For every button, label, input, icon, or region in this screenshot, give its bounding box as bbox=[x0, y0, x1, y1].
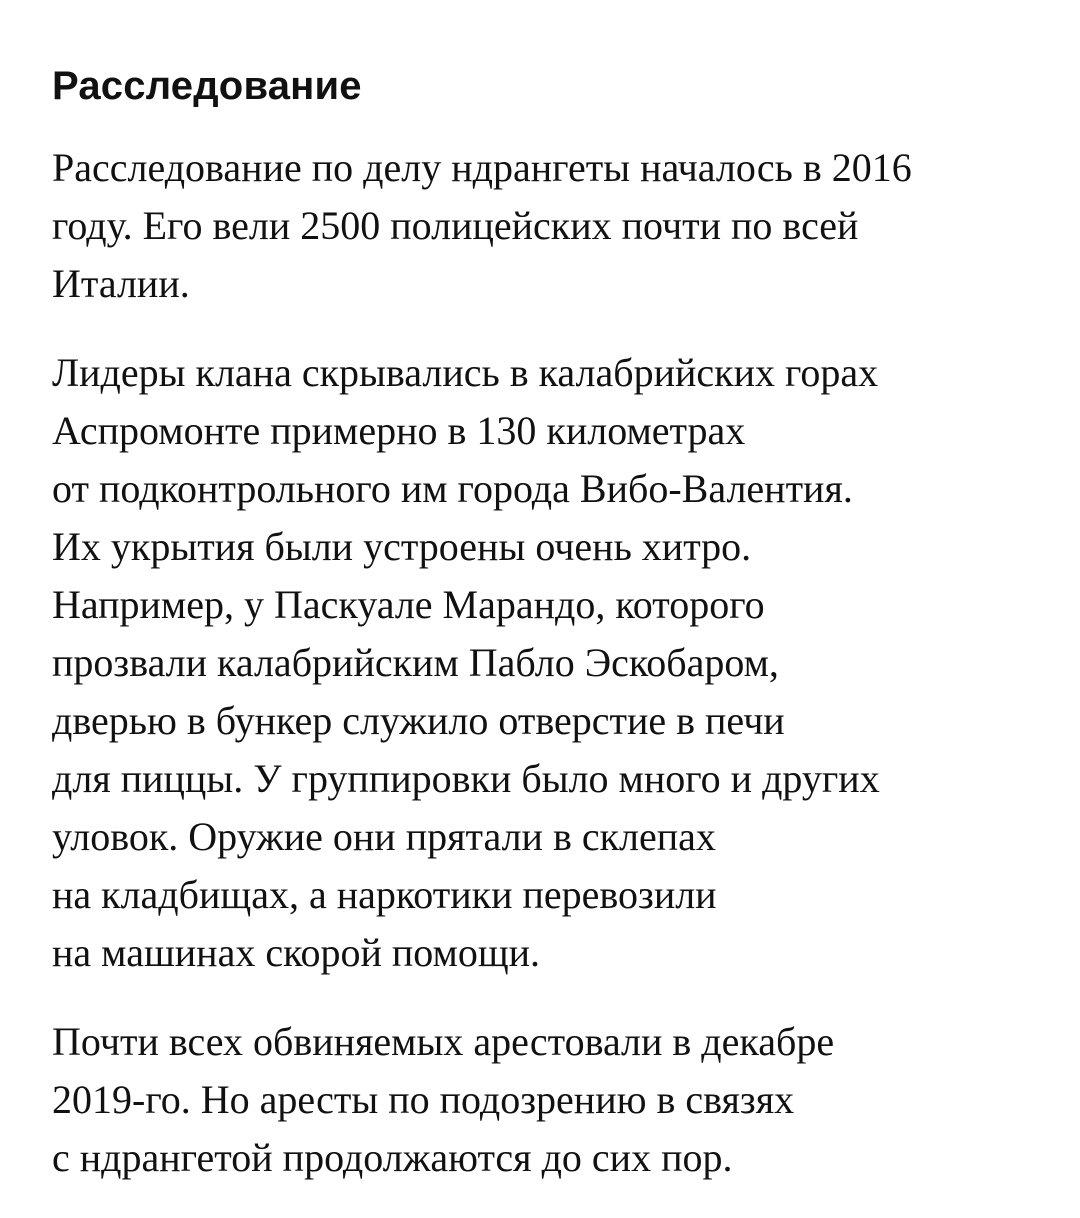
text-line: для пиццы. У группировки было много и других bbox=[52, 756, 880, 801]
text-line: Расследование по делу ндрангеты началось в 2016 bbox=[52, 145, 912, 190]
text-line: Италии. bbox=[52, 261, 190, 306]
text-line: на машинах скорой помощи. bbox=[52, 930, 541, 975]
text-line: на кладбищах, а наркотики перевозили bbox=[52, 872, 717, 917]
text-line: уловок. Оружие они прятали в склепах bbox=[52, 814, 716, 859]
text-line: прозвали калабрийским Пабло Эскобаром, bbox=[52, 640, 779, 685]
section-heading: Расследование bbox=[52, 64, 362, 108]
text-line: 2019-го. Но аресты по подозрению в связях bbox=[52, 1077, 795, 1122]
paragraph-arrests bbox=[52, 1013, 1042, 1187]
text-line: Аспромонте примерно в 130 километрах bbox=[52, 408, 746, 453]
text-line: Их укрытия были устроены очень хитро. bbox=[52, 524, 752, 569]
paragraph-clan-hideouts bbox=[52, 344, 1042, 982]
article bbox=[52, 58, 1042, 1218]
paragraph-investigation-start bbox=[52, 139, 1042, 313]
text-line: Почти всех обвиняемых арестовали в декабре bbox=[52, 1019, 835, 1064]
text-line: году. Его вели 2500 полицейских почти по всей bbox=[52, 203, 859, 248]
text-line: от подконтрольного им города Вибо-Валентия. bbox=[52, 466, 853, 511]
text-line: дверью в бункер служило отверстие в печи bbox=[52, 698, 785, 743]
text-line: Лидеры клана скрывались в калабрийских горах bbox=[52, 350, 879, 395]
text-line: с ндрангетой продолжаются до сих пор. bbox=[52, 1135, 733, 1180]
text-line: Например, у Паскуале Марандо, которого bbox=[52, 582, 765, 627]
